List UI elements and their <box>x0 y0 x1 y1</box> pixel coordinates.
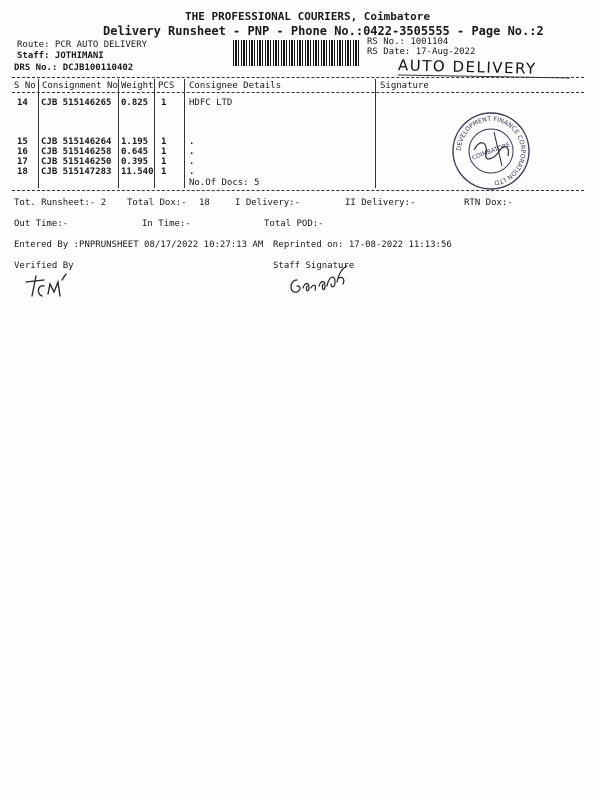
col-sno: S No <box>14 81 36 91</box>
table-header-rule <box>12 92 584 93</box>
company-title: THE PROFESSIONAL COURIERS, Coimbatore <box>185 10 431 23</box>
verified-by-label: Verified By <box>14 261 74 271</box>
barcode <box>233 40 361 66</box>
total-dox-label: Total Dox:- <box>127 198 187 208</box>
i-delivery: I Delivery:- <box>235 198 301 208</box>
col-weight: Weight <box>121 81 154 91</box>
reprinted-on: Reprinted on: 17-08-2022 11:13:56 <box>273 240 452 250</box>
route-label: Route: PCR AUTO DELIVERY <box>17 40 148 50</box>
table-bottom-rule <box>12 190 584 191</box>
ii-delivery: II Delivery:- <box>345 198 416 208</box>
rs-number: RS No.: 1001104 <box>367 37 449 47</box>
company-seal <box>450 110 532 192</box>
total-pod: Total POD:- <box>264 219 324 229</box>
drs-number: DRS No.: DCJB100110402 <box>14 63 134 73</box>
rtn-dox: RTN Dox:- <box>464 198 513 208</box>
runsheet-subtitle: Delivery Runsheet - PNP - Phone No.:0422-3505555 - Page No.:2 <box>103 24 544 38</box>
table-row: 17 CJB 515146250 0.395 1 . <box>17 157 195 167</box>
table-row: 15 CJB 515146264 1.195 1 . <box>17 137 195 147</box>
no-of-docs: No.Of Docs: 5 <box>189 178 260 188</box>
auto-delivery-stamp: AUTO DELIVERY <box>397 56 537 78</box>
out-time: Out Time:- <box>14 219 69 229</box>
col-consignee-details: Consignee Details <box>189 81 282 91</box>
col-signature: Signature <box>380 81 429 91</box>
table-top-rule <box>12 77 584 78</box>
entered-by: Entered By :PNPRUNSHEET 08/17/2022 10:27:13 AM <box>14 240 264 250</box>
table-row: 18 CJB 515147283 11.540 1 . <box>17 167 195 177</box>
staff-signature-label: Staff Signature <box>273 261 355 271</box>
in-time: In Time:- <box>142 219 191 229</box>
seal-outer-text: DEVELOPMENT FINANCE CORPORATION LTD <box>455 115 527 186</box>
table-row: 16 CJB 515146258 0.645 1 . <box>17 147 195 157</box>
col-consignment: Consignment No <box>42 81 118 91</box>
staff-signature <box>285 262 357 302</box>
staff-label: Staff: JOTHIMANI <box>17 51 104 61</box>
col-pcs: PCS <box>158 81 175 91</box>
total-dox-value: 18 <box>199 198 210 208</box>
table-row: 14 CJB 515146265 0.825 1 HDFC LTD <box>17 98 233 108</box>
rs-date: RS Date: 17-Aug-2022 <box>367 47 476 57</box>
seal-inner-text: COIMBATORE <box>471 141 512 162</box>
verified-signature <box>22 270 82 306</box>
total-runsheet: Tot. Runsheet:- 2 <box>14 198 107 208</box>
